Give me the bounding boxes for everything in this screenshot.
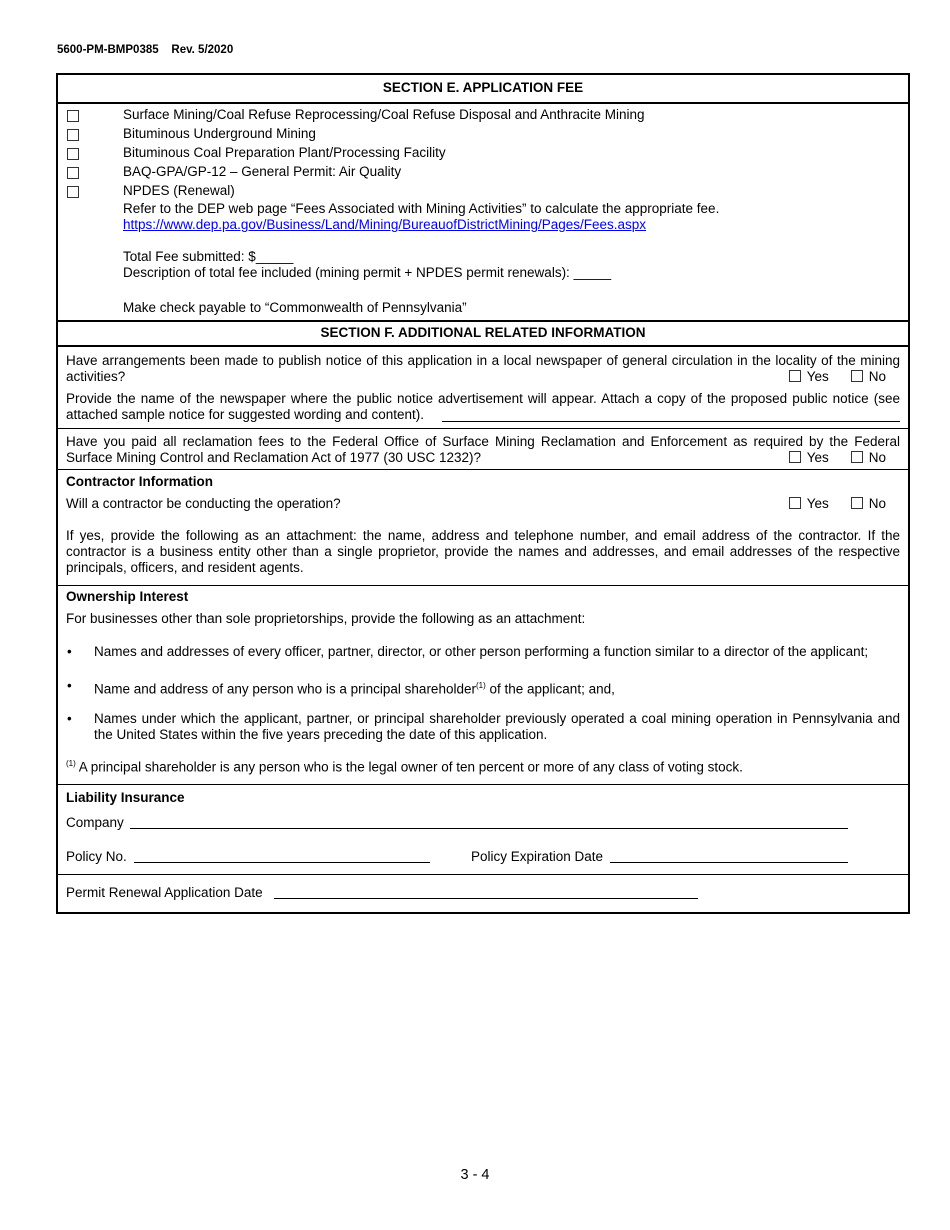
total-fee-field[interactable]: Total Fee submitted: $_____ [123,249,294,264]
ownership-bullet-previous-operations: Names under which the applicant, partner, or principal shareholder previously operated a coal mining operation in Pennsylvania and the United States within the five years preceding the date of this application. [94,711,900,742]
fee-option-label: NPDES (Renewal) [123,183,235,198]
contractor-no-checkbox[interactable] [851,497,863,509]
liability-heading: Liability Insurance [66,790,185,805]
fee-option-checkbox-npdes[interactable] [67,186,79,198]
contractor-instructions: If yes, provide the following as an attachment: the name, address and telephone number, and email address of the contractor. If the contractor is a business entity other than a single proprietor, provide the names and addresses, and email addresses of the respective principals, officers, and resident agents. [66,528,900,575]
reclamation-yes-no [789,450,886,465]
bullet-text: Name and address of any person who is a principal shareholder [94,681,476,697]
divider [58,102,908,104]
fee-option-label: Surface Mining/Coal Refuse Reprocessing/Coal Refuse Disposal and Anthracite Mining [123,107,645,122]
divider [58,784,908,785]
payable-note: Make check payable to “Commonwealth of Pennsylvania” [123,300,467,315]
company-field[interactable] [130,828,848,829]
policy-expiration-label: Policy Expiration Date [471,849,604,864]
divider [58,585,908,586]
footnote-ref: (1) [475,681,486,690]
contractor-question: Will a contractor be conducting the operation? [66,496,341,511]
newspaper-yes-no [789,369,886,384]
newspaper-name-field[interactable] [442,421,900,422]
newspaper-yes-checkbox[interactable] [789,370,801,382]
ownership-intro: For businesses other than sole proprietorships, provide the following as an attachment: [66,611,586,626]
shareholder-footnote [66,759,743,775]
newspaper-name-prompt: Provide the name of the newspaper where the public notice advertisement will appear. Attach a copy of the proposed public notice (see attached sample notice for suggested wording and content). [66,391,900,422]
bullet-text: of the applicant; and, [485,681,615,697]
fee-option-checkbox-surface-mining[interactable] [67,110,79,122]
fee-option-label: Bituminous Coal Preparation Plant/Processing Facility [123,145,446,160]
fee-option-checkbox-baq-gpa[interactable] [67,167,79,179]
yes-label: Yes [806,369,829,384]
no-label: No [868,450,886,465]
reclamation-question: Have you paid all reclamation fees to the Federal Office of Surface Mining Reclamation and Enforcement as required by the Federal Surface Mining Control and Reclamation Act of 1977 (30 USC 1232)? [66,434,900,465]
newspaper-question: Have arrangements been made to publish notice of this application in a local newspaper of general circulation in the locality of the mining activities? [66,353,900,384]
footnote-mark: (1) [66,759,76,768]
form-frame [56,73,910,914]
divider [58,428,908,429]
fee-refer-text: Refer to the DEP web page “Fees Associated with Mining Activities” to calculate the appropriate fee. [123,201,720,216]
form-id: 5600-PM-BMP0385 Rev. 5/2020 [57,44,234,56]
newspaper-no-checkbox[interactable] [851,370,863,382]
section-e-title: SECTION E. APPLICATION FEE [382,80,584,95]
policy-no-label: Policy No. [66,849,127,864]
bullet-marker: • [67,711,72,726]
page-number: 3 - 4 [460,1167,490,1183]
fee-option-label: Bituminous Underground Mining [123,126,316,141]
bullet-marker: • [67,678,72,693]
renewal-date-label: Permit Renewal Application Date [66,885,263,900]
bullet-marker: • [67,644,72,659]
yes-label: Yes [806,496,829,511]
divider [58,874,908,875]
footnote-text: A principal shareholder is any person who is the legal owner of ten percent or more of any class of voting stock. [75,759,743,775]
contractor-yes-no [789,496,886,511]
fee-option-checkbox-coal-preparation[interactable] [67,148,79,160]
policy-no-field[interactable] [134,862,430,863]
fee-description-field[interactable]: Description of total fee included (mining permit + NPDES permit renewals): _____ [123,265,612,280]
section-f-title: SECTION F. ADDITIONAL RELATED INFORMATION [320,325,646,340]
ownership-bullet-officers: Names and addresses of every officer, partner, director, or other person performing a function similar to a director of the applicant; [94,644,869,659]
reclamation-yes-checkbox[interactable] [789,451,801,463]
contractor-heading: Contractor Information [66,474,213,489]
policy-expiration-field[interactable] [610,862,848,863]
company-label: Company [66,815,124,830]
divider [58,345,908,347]
contractor-yes-checkbox[interactable] [789,497,801,509]
fee-option-checkbox-bituminous-underground[interactable] [67,129,79,141]
no-label: No [868,496,886,511]
fees-web-link[interactable]: https://www.dep.pa.gov/Business/Land/Mining/BureauofDistrictMining/Pages/Fees.aspx [123,217,647,232]
ownership-bullet-shareholder [94,678,900,698]
yes-label: Yes [806,450,829,465]
ownership-heading: Ownership Interest [66,589,189,604]
fee-option-label: BAQ-GPA/GP-12 – General Permit: Air Quality [123,164,402,179]
no-label: No [868,369,886,384]
reclamation-no-checkbox[interactable] [851,451,863,463]
divider [58,469,908,470]
renewal-date-field[interactable] [274,898,698,899]
divider [58,320,908,322]
